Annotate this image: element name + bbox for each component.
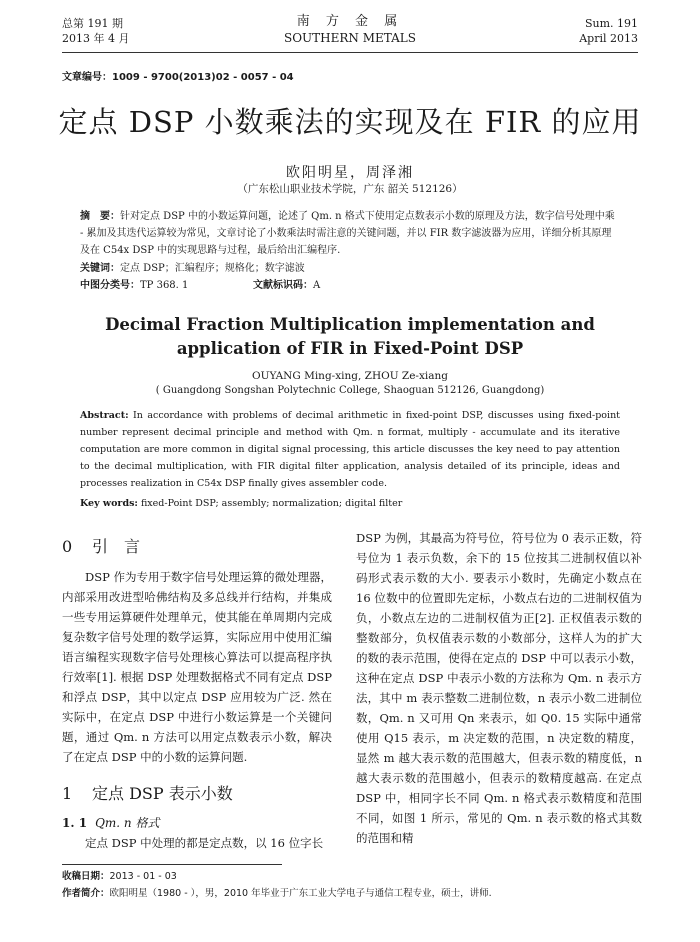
- keywords-cn-text: 定点 DSP；汇编程序；规格化；数字滤波: [120, 263, 305, 274]
- document-code-label: 文献标识码：: [253, 280, 313, 291]
- introduction-paragraph: DSP 作为专用于数字信号处理运算的微处理器，内部采用改进型哈佛结构及多总线并行结构，并集成一些专用运算硬件处理单元，使其能在单周期内完成复杂数字信号处理的数学运算，实际应用中使用汇编语言编程实现数字信号处理核心算法可以提高程序执行效率[1]. 根据 DSP 处理数据格式不同有定点 DSP 和浮点 DSP，其中以定点 DSP 应用较为广泛. 然在实际中，在定点 DSP 中进行小数运算是一个关键问题，通过 Qm. n 方法可以用定点数表示小数，解决了在定点 DSP 中的小数的运算问题.: [62, 570, 332, 764]
- footnote-received: [62, 869, 638, 885]
- paper-title-cn: 定点 DSP 小数乘法的实现及在 FIR 的应用: [58, 105, 642, 139]
- keywords-cn-label: 关键词：: [80, 263, 120, 274]
- body-left-column: [62, 520, 332, 853]
- header-right: [579, 16, 638, 46]
- footnote-author-bio: [62, 886, 638, 902]
- section-number: 1: [62, 784, 73, 803]
- abstract-en-text: In accordance with problems of decimal arithmetic in fixed-point DSP, discusses using fixed-point number represent decimal principle and method with Qm. n format, multiply - accumulate and its iterative computation are more common in digital signal processing, this article discusses the key need to pay attention to the decimal multiplication, with FIR digital filter application, analysis detailed of its principle, ideas and processes realization in C54x DSP finally gives assembler code.: [80, 410, 620, 489]
- keywords-cn: [80, 260, 620, 277]
- authors-en: OUYANG Ming-xing, ZHOU Ze-xiang: [252, 370, 448, 382]
- keywords-en-text: fixed-Point DSP; assembly; normalization; digital filter: [137, 498, 403, 509]
- journal-name-en: SOUTHERN METALS: [284, 31, 416, 45]
- affiliation-cn: （广东松山职业技术学院，广东 韶关 512126）: [237, 183, 463, 195]
- authors-cn: 欧阳明星，周泽湘: [286, 165, 414, 181]
- body-right-column: [356, 528, 642, 848]
- received-date: 2013 - 01 - 03: [109, 871, 177, 882]
- classification-label: 中图分类号：: [80, 280, 140, 291]
- section-title: 引 言: [92, 537, 141, 556]
- subsection-number: 1. 1: [62, 816, 88, 830]
- received-label: 收稿日期：: [62, 871, 110, 882]
- journal-name-cn: 南 方 金 属: [296, 14, 404, 29]
- issue-number-en: Sum. 191: [584, 17, 638, 30]
- abstract-cn: [80, 208, 620, 259]
- section-heading-fixed-point: [62, 781, 332, 804]
- issue-number-cn: 总第 191 期: [62, 17, 123, 30]
- document-code-value: A: [313, 280, 321, 291]
- classification-number: [80, 277, 188, 294]
- abstract-cn-label: 摘 要：: [80, 211, 120, 222]
- date-en: April 2013: [579, 32, 638, 45]
- date-cn: 2013 年 4 月: [62, 32, 130, 45]
- author-bio-text: 欧阳明星（1980 - ），男，2010 年毕业于广东工业大学电子与通信工程专业，硕士，讲师.: [109, 888, 492, 899]
- abstract-en-label: Abstract:: [80, 410, 129, 421]
- keywords-en: [80, 498, 620, 509]
- qmn-paragraph: 定点 DSP 中处理的都是定点数，以 16 位字长: [85, 836, 324, 850]
- affiliation-en: ( Guangdong Songshan Polytechnic College, Shaoguan 512126, Guangdong): [155, 385, 545, 396]
- section-number: 0: [62, 537, 73, 556]
- footnote-divider: [62, 864, 282, 865]
- subsection-heading-qmn: [62, 814, 332, 831]
- document-code: [253, 277, 320, 294]
- qmn-paragraph-continued: DSP 为例，其最高为符号位，符号位为 0 表示正数，符号位为 1 表示负数，余下的 15 位按其二进制权值以补码形式表示数的大小. 要表示小数时，先确定小数点在 16 位数中的位置即先定标，小数点右边的二进制权值为负，小数点左边的二进制权值为正[2]. 正权值表示数的整数部分，负权值表示数的小数部分，这样人为的扩大的数的表示范围，使得在定点的 DSP 中可以表示小数，这种在定点 DSP 中表示小数的方法称为 Qm. n 表示方法，其中 m 表示整数二进制位数，n 表示小数二进制位数，Qm. n 又可用 Qn 来表示，如 Q0. 15 实际中通常使用 Q15 表示，m 决定数的范围，n 决定数的精度，显然 m 越大表示数的范围越大，但表示数的精度低，n 越大表示数的范围越小，但表示的数精度越高. 在定点 DSP 中，相同字长不同 Qm. n 格式表示数精度和范围不同，如图 1 所示，常见的 Qm. n 表示数的格式其数的范围和精: [356, 531, 642, 845]
- article-number-value: 1009 - 9700(2013)02 - 0057 - 04: [112, 72, 294, 83]
- subsection-title: Qm. n 格式: [95, 816, 160, 830]
- article-number: [62, 68, 294, 83]
- classification-value: TP 368. 1: [140, 280, 189, 291]
- abstract-cn-text: 针对定点 DSP 中的小数运算问题，论述了 Qm. n 格式下使用定点数表示小数的原理及方法，数字信号处理中乘 - 累加及其迭代运算较为常见，文章讨论了小数乘法时需注意的关键问题，并以 FIR 数字滤波器为应用，详细分析其原理及在 C54x DSP 中的实现思路与过程，最后给出汇编程序.: [80, 211, 615, 256]
- keywords-en-label: Key words:: [80, 498, 138, 509]
- header-divider: [62, 52, 638, 53]
- author-bio-label: 作者简介：: [62, 888, 110, 899]
- section-title: 定点 DSP 表示小数: [92, 784, 233, 803]
- paper-title-en: Decimal Fraction Multiplication implementation and application of FIR in Fixed-Point DSP: [105, 315, 595, 358]
- section-heading-introduction: [62, 534, 332, 557]
- article-number-label: 文章编号：: [62, 72, 112, 83]
- abstract-en: [80, 407, 620, 492]
